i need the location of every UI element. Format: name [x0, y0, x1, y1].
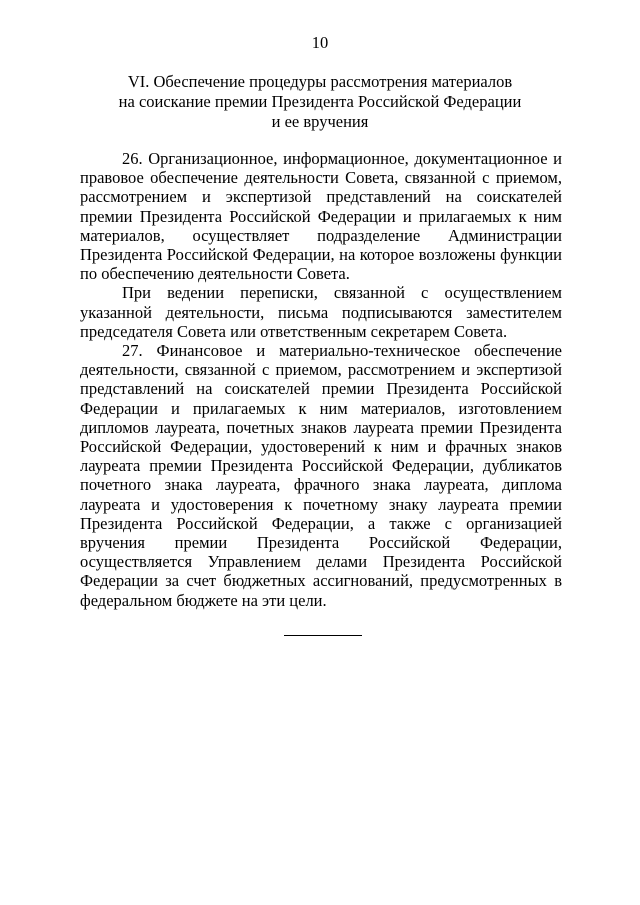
section-heading-line-1: VI. Обеспечение процедуры рассмотрения материалов	[127, 72, 513, 91]
paragraph-26: 26. Организационное, информационное, документационное и правовое обеспечение деятельности Совета, связанной с приемом, рассмотрением и экспертизой представлений на соискателей премии Президента Российской Федерации и прилагаемых к ним материалов, осуществляет подразделение Администрации Президента Российской Федерации, на которое возложены функции по обеспечению деятельности Совета.	[80, 149, 562, 284]
paragraph-26-correspondence: При ведении переписки, связанной с осуществлением указанной деятельности, письма подписываются заместителем председателя Совета или ответственным секретарем Совета.	[80, 283, 562, 341]
end-of-document-rule	[284, 635, 362, 636]
page-number: 10	[311, 33, 329, 52]
section-body	[80, 149, 562, 610]
section-heading	[80, 72, 560, 132]
section-heading-line-2: на соискание премии Президента Российской Федерации	[118, 92, 522, 111]
paragraph-27: 27. Финансовое и материально-техническое обеспечение деятельности, связанной с приемом, рассмотрением и экспертизой представлений на соискателей премии Президента Российской Федерации и прилагаемых к ним материалов, изготовлением дипломов лауреата, почетных знаков лауреата премии Президента Российской Федерации, удостоверений к ним и фрачных знаков лауреата премии Президента Российской Федерации, дубликатов почетного знака лауреата, фрачного знака лауреата, диплома лауреата и удостоверения к почетному знаку лауреата премии Президента Российской Федерации, а также с организацией вручения премии Президента Российской Федерации, осуществляется Управлением делами Президента Российской Федерации за счет бюджетных ассигнований, предусмотренных в федеральном бюджете на эти цели.	[80, 341, 562, 610]
section-heading-line-3: и ее вручения	[271, 112, 369, 131]
